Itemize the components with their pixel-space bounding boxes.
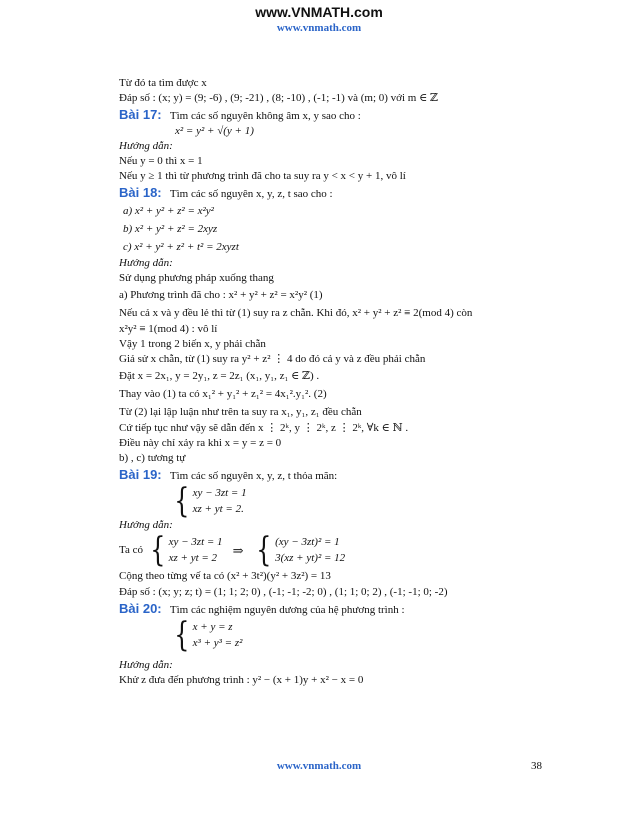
exercise-prompt: Tìm các số nguyên x, y, z, t thỏa mãn:	[169, 470, 338, 482]
text-line: Từ đó ta tìm được x	[119, 77, 207, 89]
exercise-title: Bài 17:	[119, 107, 162, 122]
exercise-title: Bài 20:	[119, 601, 162, 616]
brace-icon: {	[174, 481, 190, 521]
equation: x³ + y³ = z²	[192, 637, 243, 649]
text-line: b) , c) tương tự	[119, 452, 186, 464]
page-content	[119, 76, 539, 688]
equation: c) x² + y² + z² + t² = 2xyzt	[123, 241, 239, 253]
header-brand: www.VNMATH.com	[255, 4, 383, 20]
text-line: Từ (2) lại lập luận như trên ta suy ra x₁, y₁, z₁ đều chẵn	[119, 406, 362, 418]
text-line: Khử z đưa đến phương trình : y² − (x + 1)y + x² − x = 0	[119, 674, 364, 686]
header-site[interactable]: www.vnmath.com	[276, 22, 362, 34]
text-line: Vậy 1 trong 2 biến x, y phải chẵn	[119, 338, 266, 350]
text-line: a) Phương trình đã cho : x² + y² + z² = x²y² (1)	[119, 289, 323, 301]
hint-heading: Hướng dẫn:	[119, 140, 173, 152]
equation: xy − 3zt = 1	[192, 487, 247, 499]
equation: a) x² + y² + z² = x²y²	[123, 205, 214, 217]
exercise-prompt: Tìm các nghiệm nguyên dương của hệ phương trình :	[169, 604, 405, 616]
hint-heading: Hướng dẫn:	[119, 659, 173, 671]
exercise-17	[119, 106, 539, 124]
brace-icon: {	[174, 615, 190, 655]
equation: x² = y² + √(y + 1)	[175, 125, 254, 137]
hint-heading: Hướng dẫn:	[119, 519, 173, 531]
text-line: Nếu y ≥ 1 thì từ phương trình đã cho ta suy ra y < x < y + 1, vô lí	[119, 170, 406, 182]
text-line: Đặt x = 2x₁, y = 2y₁, z = 2z₁ (x₁, y₁, z₁ ∈ ℤ) .	[119, 370, 320, 382]
text-line: Thay vào (1) ta có x₁² + y₁² + z₁² = 4x₁².y₁². (2)	[119, 388, 327, 400]
answer-line: Đáp số : (x; y) = (9; -6) , (9; -21) , (8; -10) , (-1; -1) và (m; 0) với m ∈ ℤ	[119, 92, 439, 104]
equation: (xy − 3zt)² = 1	[275, 536, 340, 548]
hint-heading: Hướng dẫn:	[119, 257, 173, 269]
equation: b) x² + y² + z² = 2xyz	[123, 223, 218, 235]
exercise-prompt: Tìm các số nguyên x, y, z, t sao cho :	[169, 188, 333, 200]
exercise-prompt: Tìm các số nguyên không âm x, y sao cho :	[169, 110, 361, 122]
footer-site[interactable]: www.vnmath.com	[276, 760, 362, 772]
equation: xz + yt = 2.	[192, 503, 244, 515]
text-label: Ta có	[119, 543, 143, 556]
text-line: Nếu y = 0 thì x = 1	[119, 155, 203, 167]
equation-system	[119, 481, 539, 521]
equation-system	[119, 615, 539, 655]
page-number: 38	[531, 760, 542, 772]
text-line: Giả sử x chẵn, từ (1) suy ra y² + z² ⋮ 4 do đó cả y và z đều phải chẵn	[119, 353, 426, 365]
answer-line: Đáp số : (x; y; z; t) = (1; 1; 2; 0) , (-1; -1; -2; 0) , (1; 1; 0; 2) , (-1; -1; 0; -2)	[119, 586, 448, 598]
text-line: Nếu cả x và y đều lẻ thì từ (1) suy ra z chẵn. Khi đó, x² + y² + z² ≡ 2(mod 4) còn	[119, 307, 473, 319]
text-line: Sử dụng phương pháp xuống thang	[119, 272, 274, 284]
exercise-title: Bài 19:	[119, 467, 162, 482]
text-line: x²y² ≡ 1(mod 4) : vô lí	[119, 323, 218, 335]
equation: xy − 3zt = 1	[168, 536, 223, 548]
equation-system	[119, 530, 539, 570]
text-line: Cứ tiếp tục như vậy sẽ dẫn đến x ⋮ 2ᵏ, y ⋮ 2ᵏ, z ⋮ 2ᵏ, ∀k ∈ ℕ .	[119, 422, 409, 434]
implies-icon: ⇒	[232, 542, 244, 558]
exercise-18	[119, 184, 539, 202]
text-line: Điều này chỉ xảy ra khi x = y = z = 0	[119, 437, 282, 449]
equation: 3(xz + yt)² = 12	[275, 552, 346, 564]
text-line: Cộng theo từng vế ta có (x² + 3t²)(y² + 3z²) = 13	[119, 570, 331, 582]
brace-icon: {	[150, 530, 166, 570]
equation: xz + yt = 2	[168, 552, 218, 564]
exercise-title: Bài 18:	[119, 185, 162, 200]
brace-icon: {	[256, 530, 272, 570]
equation: x + y = z	[192, 621, 233, 633]
